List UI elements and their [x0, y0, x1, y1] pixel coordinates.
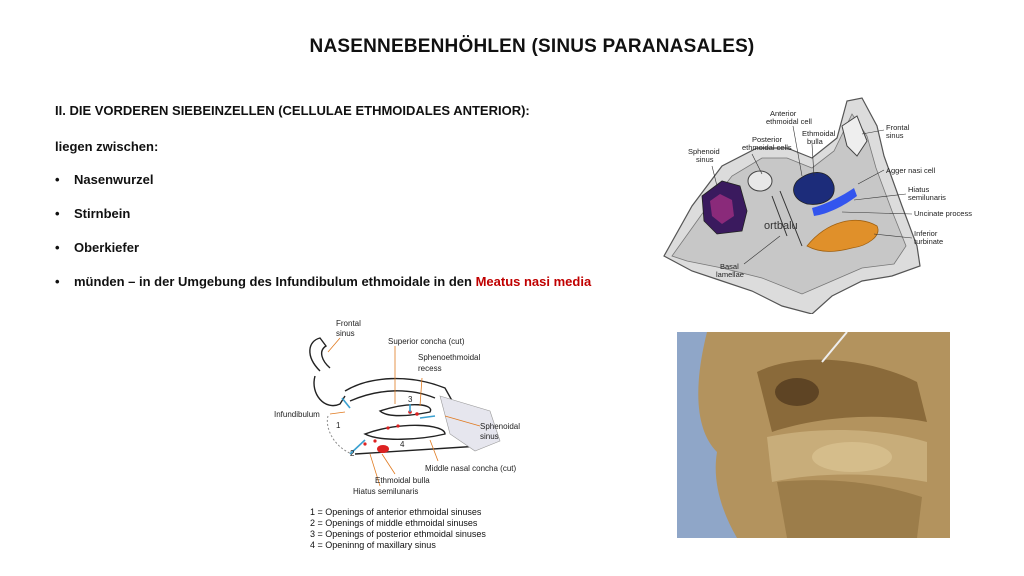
label-inferior-turbinate-2: turbinate [914, 237, 944, 246]
watermark-text: ortbalu [764, 220, 798, 232]
label-basal-2: lamellae [716, 270, 744, 279]
label-frontal-2: sinus [336, 329, 355, 338]
sagittal-sinus-illustration [662, 96, 972, 314]
bullet-text: Nasenwurzel [74, 172, 154, 187]
label-hiatus-semilunaris: Hiatus semilunaris [353, 487, 419, 496]
label-bulla-1: Ethmoidal [802, 129, 836, 138]
label-infundibulum: Infundibulum [274, 410, 320, 419]
slide-title: NASENNEBENHÖHLEN (SINUS PARANASALES) [309, 36, 755, 57]
number-1: 1 [336, 421, 341, 430]
label-superior-concha: Superior concha (cut) [388, 337, 465, 346]
label-uncinate: Uncinate process [914, 209, 972, 218]
label-anterior-ethmoidal-1: Anterior [770, 109, 797, 118]
schematic-legend [310, 507, 486, 551]
bullet-item [55, 274, 591, 308]
anatomical-section-photo [677, 332, 950, 538]
label-posterior-ethmoidal-2: ethmoidal cells [742, 143, 792, 152]
label-agger-nasi: Agger nasi cell [886, 166, 936, 175]
label-sphenoid-1: Sphenoid [688, 147, 720, 156]
bullet-item [55, 240, 591, 274]
bullet-text: münden – in der Umgebung des Infundibulum ethmoidale in den [74, 274, 476, 289]
label-basal-1: Basal [720, 262, 739, 271]
bullet-item [55, 206, 591, 240]
label-middle-concha: Middle nasal concha (cut) [425, 464, 517, 473]
label-inferior-turbinate-1: Inferior [914, 229, 938, 238]
legend-item: 3 = Openings of posterior ethmoidal sinuses [310, 529, 486, 539]
highlighted-term: Meatus nasi media [475, 274, 592, 289]
label-sphenoethmoidal-1: Sphenoethmoidal [418, 353, 481, 362]
label-ethmoidal-bulla: Ethmoidal bulla [375, 476, 430, 485]
label-hiatus-2: semilunaris [908, 193, 946, 202]
label-sphenoidal-2: sinus [480, 432, 499, 441]
label-frontal-2: sinus [886, 131, 904, 140]
number-3: 3 [408, 395, 413, 404]
label-hiatus-1: Hiatus [908, 185, 930, 194]
number-2: 2 [350, 449, 355, 458]
label-anterior-ethmoidal-2: ethmoidal cell [766, 117, 812, 126]
bullet-list [55, 172, 591, 308]
label-sphenoid-2: sinus [696, 155, 714, 164]
bullet-text: Stirnbein [74, 206, 131, 221]
legend-item: 4 = Openinng of maxillary sinus [310, 540, 436, 550]
intro-text: liegen zwischen: [55, 139, 159, 154]
legend-item: 2 = Openings of middle ethmoidal sinuses [310, 518, 478, 528]
label-frontal-1: Frontal [886, 123, 910, 132]
bullet-text: Oberkiefer [74, 240, 140, 255]
label-posterior-ethmoidal-1: Posterior [752, 135, 783, 144]
legend-item: 1 = Openings of anterior ethmoidal sinuses [310, 507, 482, 517]
section-heading: II. DIE VORDEREN SIEBEINZELLEN (CELLULAE ETHMOIDALES ANTERIOR): [55, 103, 530, 118]
label-sphenoethmoidal-2: recess [418, 364, 442, 373]
number-4: 4 [400, 440, 405, 449]
label-sphenoidal-1: Sphenoidal [480, 422, 521, 431]
label-bulla-2: bulla [807, 137, 823, 146]
bullet-item [55, 172, 591, 206]
label-frontal-1: Frontal [336, 319, 361, 328]
